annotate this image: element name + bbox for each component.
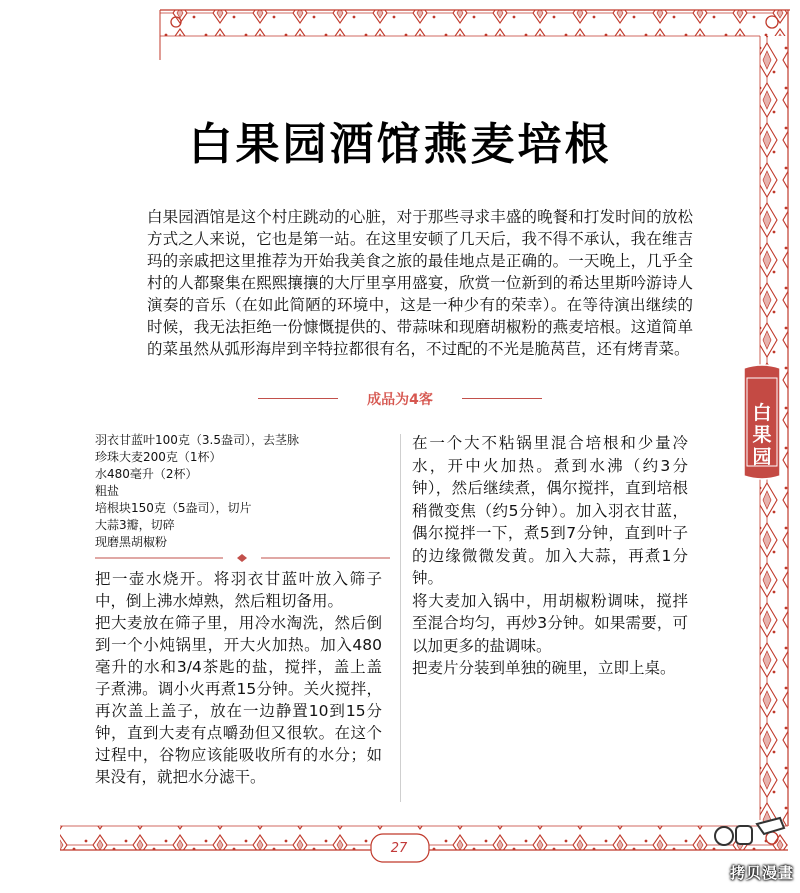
method-right-column [412,432,688,680]
watermark-logo-icon [702,806,792,856]
method-step: 将大麦加入锅中，用胡椒粉调味，搅拌至混合均匀，再炒3分钟。如果需要，可以加更多的盐调味。 [412,591,688,655]
method-step: 在一个大不粘锅里混合培根和少量冷水，开中火加热。煮到水沸（约3分钟），然后继续煮，偶尔搅拌，直到培根稍微变焦（约5分钟）。加入羽衣甘蓝，偶尔搅拌一下，煮5到7分钟，直到叶子的边缘微微发黄。加入大蒜，再煮1分钟。 [412,434,688,587]
method-step: 把一壶水烧开。将羽衣甘蓝叶放入筛子中，倒上沸水焯熟，然后粗切备用。 [95,570,382,610]
chapter-tab-char: 果 [752,424,772,446]
method-left-column [95,568,382,788]
yield-line-right [462,398,542,399]
ingredient-item: 培根块150克（5盎司），切片 [95,501,252,515]
ingredient-item: 粗盐 [95,484,120,498]
intro-paragraph: 白果园酒馆是这个村庄跳动的心脏，对于那些寻求丰盛的晚餐和打发时间的放松方式之人来说，它也是第一站。在这里安顿了几天后，我不得不承认，我在维吉玛的亲戚把这里推荐为开始我美食之旅的最佳地点是正确的。一天晚上，几乎全村的人都聚集在熙熙攘攘的大厅里享用盛宴，欣赏一位新到的希达里斯吟游诗人演奏的音乐（在如此简陋的环境中，这是一种少有的荣幸）。在等待演出继续的时候，我无法拒绝一份慷慨提供的、带蒜味和现磨胡椒粉的燕麦培根。这道简单的菜虽然从弧形海岸到辛特拉都很有名，不过配的不光是脆莴苣，还有烤青菜。 [147,208,693,358]
page-number: 27 [390,841,408,856]
chapter-tab-char: 园 [752,446,772,468]
ingredient-list [95,432,375,551]
ingredient-item: 现磨黑胡椒粉 [95,535,168,549]
ingredient-item: 珍珠大麦200克（1杯） [95,450,222,464]
chapter-tab-label [740,402,784,468]
yield-label: 成品为4客 [367,392,433,408]
ingredient-item: 水480毫升（2杯） [95,467,198,481]
method-step: 把大麦放在筛子里，用冷水淘洗，然后倒到一个小炖锅里，开大火加热。加入480毫升的水和3/4茶匙的盐，搅拌，盖上盖子煮沸。调小火再煮15分钟。关火搅拌，再次盖上盖子，放在一边静置10到15分钟，直到大麦有点嚼劲但又很软。在这个过程中，谷物应该能吸收所有的水分；如果没有，就把水分滤干。 [95,614,382,786]
chapter-tab-char: 白 [752,402,772,424]
column-divider [400,434,401,802]
page-title: 白果园酒馆燕麦培根 [188,119,612,170]
method-step: 把麦片分装到单独的碗里，立即上桌。 [412,659,676,677]
ingredient-divider [95,553,390,563]
ingredient-item: 羽衣甘蓝叶100克（3.5盎司），去茎脉 [95,433,299,447]
ingredient-item: 大蒜3瓣，切碎 [95,518,175,532]
watermark-text: 拷贝漫畫 [730,864,795,882]
yield-header [258,387,542,409]
